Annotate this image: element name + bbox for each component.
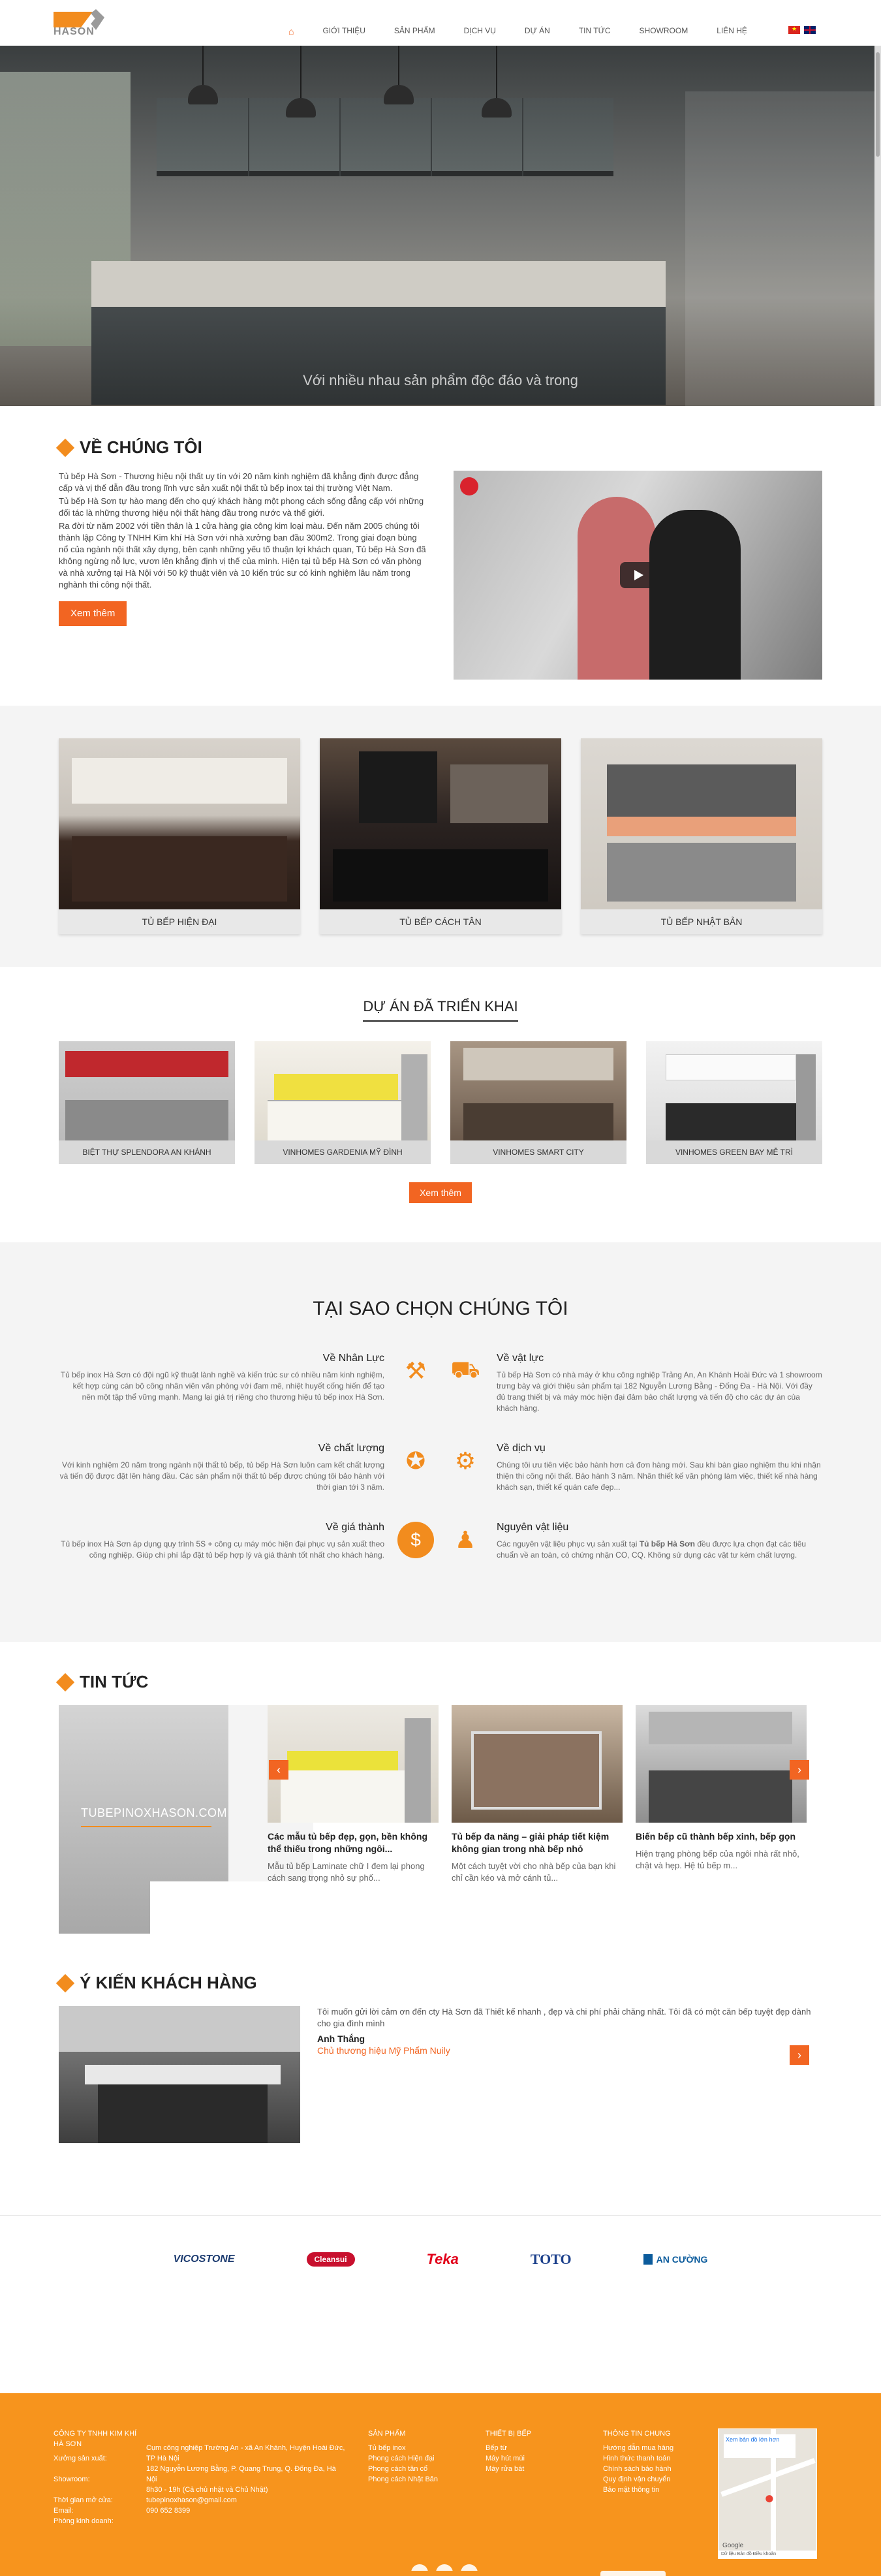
diamond-icon <box>56 438 74 456</box>
logo[interactable] <box>54 9 151 38</box>
footer-map[interactable] <box>718 2428 817 2559</box>
hero-upper-cabinets <box>157 98 613 176</box>
nav-item-news[interactable]: TIN TỨC <box>578 26 611 35</box>
footer-link[interactable]: Phong cách Hiện đại <box>368 2455 435 2462</box>
nav-item-projects[interactable]: DỰ ÁN <box>524 26 550 35</box>
site-footer <box>0 2393 881 2576</box>
service-gear-icon: ⚙ <box>454 1447 476 1474</box>
diamond-icon <box>56 1973 74 1992</box>
category-card[interactable] <box>320 738 561 934</box>
diamond-icon <box>56 1673 74 1691</box>
news-next-arrow-icon[interactable]: › <box>790 1760 809 1780</box>
project-card[interactable] <box>646 1041 822 1164</box>
footer-info: THÔNG TIN CHUNG Hướng dẫn mua hàng Hình thức thanh toán Chính sách bảo hành Quy định vận chuyển Bảo mật thông tin <box>603 2428 707 2526</box>
forklift-icon: ⛟ <box>450 1355 480 1383</box>
news-title-link[interactable]: Tủ bếp đa năng – giải pháp tiết kiệm không gian trong nhà bếp nhỏ <box>452 1831 610 1854</box>
site-header <box>0 0 881 46</box>
workers-icon: ⚒ <box>405 1357 427 1384</box>
footer-link[interactable]: Hình thức thanh toán <box>603 2455 671 2462</box>
footer-devices: THIẾT BỊ BẾP Bếp từ Máy hút mùi Máy rửa bát <box>486 2428 603 2526</box>
play-icon[interactable] <box>620 562 657 588</box>
main-nav <box>274 26 762 37</box>
testimonial-name: Anh Thắng <box>317 2034 365 2044</box>
about-text <box>59 471 427 680</box>
footer-products: SẢN PHẨM Tủ bếp inox Phong cách Hiện đại Phong cách tân cổ Phong cách Nhật Bản <box>368 2428 486 2526</box>
news-title-link[interactable]: Biến bếp cũ thành bếp xinh, bếp gọn <box>636 1831 796 1842</box>
pendant-lamp-icon <box>202 46 204 85</box>
about-paragraph: Tủ bếp Hà Sơn - Thương hiệu nội thất uy tín với 20 năm kinh nghiệm đã khẳng định được đẳng cấp và vị thế dẫn đầu trong lĩnh vực sản xuất nội thất tủ bếp inox tại thị trường Việt Nam. <box>59 471 419 493</box>
footer-link[interactable]: Bếp từ <box>486 2444 508 2452</box>
news-section <box>0 1642 881 1953</box>
home-icon[interactable]: ⌂ <box>288 26 294 37</box>
why-item: Về chất lượng Với kinh nghiệm 20 năm trong ngành nội thất tủ bếp, tủ bếp Hà Sơn luôn cam kết chất lượng và tiến độ được đặt lên hàng đầu. Các sản phẩm nội thất tủ bếp được chúng tôi bảo hành với thời gian tới 3 năm. <box>59 1443 384 1492</box>
category-image <box>581 738 822 909</box>
category-card[interactable] <box>59 738 300 934</box>
news-excerpt: Một cách tuyệt vời cho nhà bếp của bạn khi chỉ cần kéo và mở cánh tủ... <box>452 1861 616 1883</box>
project-image <box>450 1041 626 1140</box>
project-label: VINHOMES SMART CITY <box>450 1140 626 1164</box>
testimonial-role: Chủ thương hiệu Mỹ Phẩm Nuily <box>317 2045 450 2056</box>
why-item: Về giá thành Tủ bếp inox Hà Sơn áp dụng quy trình 5S + công cụ máy móc hiện đại phục vụ sản xuất theo công nghiệp. Giúp chi phí lắp đặt tủ bếp hợp lý và giá thành tốt nhất cho khách hàng. <box>61 1522 384 1560</box>
language-switcher <box>788 26 816 34</box>
projects-title: DỰ ÁN ĐÃ TRIỂN KHAI <box>363 998 518 1022</box>
nav-item-contact[interactable]: LIÊN HỆ <box>717 26 747 35</box>
testimonial-title: Ý KIẾN KHÁCH HÀNG <box>59 1973 822 1993</box>
video-person <box>649 510 741 680</box>
projects-section <box>0 967 881 1242</box>
nav-item-services[interactable]: DỊCH VỤ <box>463 26 496 35</box>
category-label: TỦ BẾP HIỆN ĐẠI <box>59 909 300 934</box>
price-dollar-icon: $ <box>397 1522 434 1558</box>
video-person <box>578 497 656 680</box>
partners-strip <box>0 2215 881 2303</box>
testimonial-image <box>59 2006 300 2143</box>
about-title: VỀ CHÚNG TÔI <box>59 437 822 458</box>
footer-company-values: Cụm công nghiệp Trường An - xã An Khánh, Huyện Hoài Đức, TP Hà Nội 182 Nguyễn Lương Bằng, P. Quang Trung, Q. Đống Đa, Hà Nội 8h30 - 19h (Cả chủ nhật và Chủ Nhật) tubepinoxhason@gmail.com 090 652 8399 <box>146 2428 368 2526</box>
partner-logo-toto[interactable]: TOTO <box>530 2251 572 2267</box>
pendant-lamp-icon <box>496 46 497 98</box>
page-scrollbar[interactable] <box>874 46 881 406</box>
footer-email-link[interactable]: tubepinoxhason@gmail.com <box>146 2496 237 2504</box>
news-item[interactable] <box>268 1705 439 1934</box>
partner-logo-teka[interactable]: Teka <box>426 2251 459 2267</box>
footer-company-labels: CÔNG TY TNHH KIM KHÍ HÀ SƠN Xưởng sản xuất: Showroom: Thời gian mở cửa: Email: Phòng kinh doanh: <box>54 2430 137 2525</box>
news-excerpt: Hiện trạng phòng bếp của ngôi nhà rất nhỏ, chật và hẹp. Hệ tủ bếp m... <box>636 1849 799 1870</box>
project-image <box>59 1041 235 1140</box>
hero-glass-overlay <box>685 91 881 406</box>
about-paragraph: Ra đời từ năm 2002 với tiền thân là 1 cửa hàng gia công kim loại màu. Đến năm 2005 chúng tôi thành lập Công ty TNHH Kim khí Hà Sơn với nhà xưởng ban đầu 300m2. Trong giai đoạn bùng nổ của ngành nội thất xây dựng, bên cạnh những yếu tố thuận lợi khách quan, Tủ bếp Hà Sơn đã không ngừng nỗ lực, vươn lên khẳng định vị thế của mình. Hiện tại tủ bếp Hà Sơn có văn phòng và nhà xưởng tại Hà Nội với 50 kỹ thuật viên và 10 kiến trúc sư có kinh nghiệm lâu năm trong nghành thi công nội thất. <box>59 521 426 589</box>
vietnam-flag-icon[interactable] <box>788 26 800 34</box>
footer-link[interactable]: Quy định vận chuyển <box>603 2475 671 2483</box>
category-label: TỦ BẾP CÁCH TÂN <box>320 909 561 934</box>
project-card[interactable] <box>255 1041 431 1164</box>
project-label: VINHOMES GREEN BAY MỄ TRÌ <box>646 1140 822 1164</box>
news-title: TIN TỨC <box>59 1672 822 1692</box>
footer-link[interactable]: Tủ bếp inox <box>368 2444 406 2452</box>
quality-badge-icon: ✪ <box>405 1447 426 1474</box>
why-choose-section <box>0 1242 881 1642</box>
nav-item-about[interactable]: GIỚI THIỆU <box>322 26 365 35</box>
why-item: Nguyên vật liệu Các nguyên vật liệu phục vụ sản xuất tại Tủ bếp Hà Sơn đều được lựa chọn đạt các tiêu chuẩn về an toàn, có chứng nhận CO, CQ. Không sử dụng các vật tư kém chất lượng. <box>497 1522 807 1560</box>
hero-slider[interactable] <box>0 46 881 406</box>
partner-logo-vicostone[interactable]: VICOSTONE <box>173 2254 235 2265</box>
category-card[interactable] <box>581 738 822 934</box>
news-image <box>268 1705 439 1823</box>
news-item[interactable] <box>452 1705 623 1934</box>
category-label: TỦ BẾP NHẬT BẢN <box>581 909 822 934</box>
footer-tab[interactable] <box>600 2571 666 2576</box>
footer-link[interactable]: Bảo mật thông tin <box>603 2486 660 2494</box>
footer-link[interactable]: Phong cách Nhật Bản <box>368 2475 439 2483</box>
testimonial-quote: Tôi muốn gửi lời cảm ơn đến cty Hà Sơn đã Thiết kế nhanh , đẹp và chi phí phải chăng nhất. Tôi đã có một căn bếp tuyệt đẹp dành cho gia đình mình <box>317 2007 811 2028</box>
logo-text: HASON <box>54 26 95 37</box>
nav-item-products[interactable]: SẢN PHẨM <box>394 26 435 35</box>
testimonial-section <box>0 1953 881 2215</box>
footer-link[interactable]: Chính sách bảo hành <box>603 2465 672 2473</box>
news-image <box>452 1705 623 1823</box>
project-label: BIỆT THỰ SPLENDORA AN KHÁNH <box>59 1140 235 1164</box>
google-logo: Google <box>722 2542 744 2549</box>
about-video[interactable] <box>454 471 822 680</box>
why-title: TẠI SAO CHỌN CHÚNG TÔI <box>313 1298 568 1319</box>
logo-mark <box>54 12 93 27</box>
category-image <box>59 738 300 909</box>
footer-link[interactable]: Hướng dẫn mua hàng <box>603 2444 674 2452</box>
nav-item-showroom[interactable]: SHOWROOM <box>639 26 688 35</box>
hero-countertop <box>91 261 666 307</box>
hero-caption: Với nhiều nhau sản phẩm độc đáo và trong <box>303 372 578 388</box>
about-paragraph: Tủ bếp Hà Sơn tự hào mang đến cho quý khách hàng một phong cách sống đẳng cấp với những đối tác là những thương hiệu nội thất hàng đầu trong nước và thế giới. <box>59 496 424 518</box>
map-enlarge-link[interactable]: Xem bản đồ lớn hơn <box>724 2434 796 2458</box>
material-user-icon: ♟ <box>454 1526 476 1553</box>
map-pin-icon: ● <box>764 2488 775 2507</box>
pendant-lamp-icon <box>300 46 301 98</box>
project-label: VINHOMES GARDENIA MỸ ĐÌNH <box>255 1140 431 1164</box>
project-card[interactable] <box>59 1041 235 1164</box>
about-more-button[interactable]: Xem thêm <box>59 601 127 626</box>
projects-more-button[interactable]: Xem thêm <box>409 1182 472 1203</box>
categories-section <box>0 706 881 967</box>
map-attribution[interactable]: Dữ liệu Bản đồ Điều khoản <box>719 2551 817 2558</box>
why-item: Về dịch vụ Chúng tôi ưu tiên việc bảo hành hơn cả đơn hàng mới. Sau khi bàn giao nghiệm thu khi nhận thiện thi công nội thất. Bảo hành 3 năm. Nhân thiết kế văn phòng làm việc, thiết kế nhà hàng khách sạn, thiết kế quán cafe đẹp... <box>497 1443 821 1492</box>
about-section <box>0 406 881 706</box>
news-item[interactable] <box>636 1705 807 1934</box>
project-card[interactable] <box>450 1041 626 1164</box>
project-image <box>255 1041 431 1140</box>
category-image <box>320 738 561 909</box>
news-prev-arrow-icon[interactable]: ‹ <box>269 1760 288 1780</box>
news-title-link[interactable]: Các mẫu tủ bếp đẹp, gọn, bền không thể thiếu trong những ngôi... <box>268 1831 428 1854</box>
testimonial-next-arrow-icon[interactable]: › <box>790 2045 809 2065</box>
news-excerpt: Mẫu tủ bếp Laminate chữ I đem lại phong cách sang trọng nhỏ sự phố... <box>268 1861 425 1883</box>
pendant-lamp-icon <box>398 46 399 85</box>
news-image <box>636 1705 807 1823</box>
hero-island <box>91 307 666 405</box>
promo-text: TUBEPINOXHASON.COM <box>81 1806 228 1819</box>
channel-avatar <box>460 477 478 495</box>
uk-flag-icon[interactable] <box>804 26 816 34</box>
why-item: Về Nhân Lực Tủ bếp inox Hà Sơn có đội ngũ kỹ thuật lành nghề và kiến trúc sư có nhiều năm kinh nghiệm, kết hợp cùng cán bộ công nhân viên văn phòng với đam mê, nhiệt huyết cống hiến để tạo nên một tập thể vững mạnh. Mang lại giá trị riêng cho thương hiệu tủ bếp inox Hà Sơn. <box>60 1353 384 1402</box>
why-item: Về vật lực Tủ bếp Hà Sơn có nhà máy ở khu công nghiệp Trảng An, An Khánh Hoài Đức và 1 showroom trưng bày và giới thiệu sản phẩm tại 182 Nguyễn Lương Bằng - Đống Đa - Hà Nội. Với đầy đủ trang thiết bị và máy móc hiện đại đảm bảo chất lượng và tiến độ cho các dự án của khách hàng. <box>497 1353 822 1413</box>
footer-link[interactable]: Máy hút mùi <box>486 2455 525 2462</box>
footer-link[interactable]: Máy rửa bát <box>486 2465 525 2473</box>
partner-logo-an-cuong[interactable]: AN CƯỜNG <box>643 2254 708 2265</box>
footer-link[interactable]: Phong cách tân cổ <box>368 2465 428 2473</box>
partner-logo-cleansui[interactable]: Cleansui <box>307 2252 355 2267</box>
footer-phone[interactable]: 090 652 8399 <box>146 2507 191 2515</box>
project-image <box>646 1041 822 1140</box>
